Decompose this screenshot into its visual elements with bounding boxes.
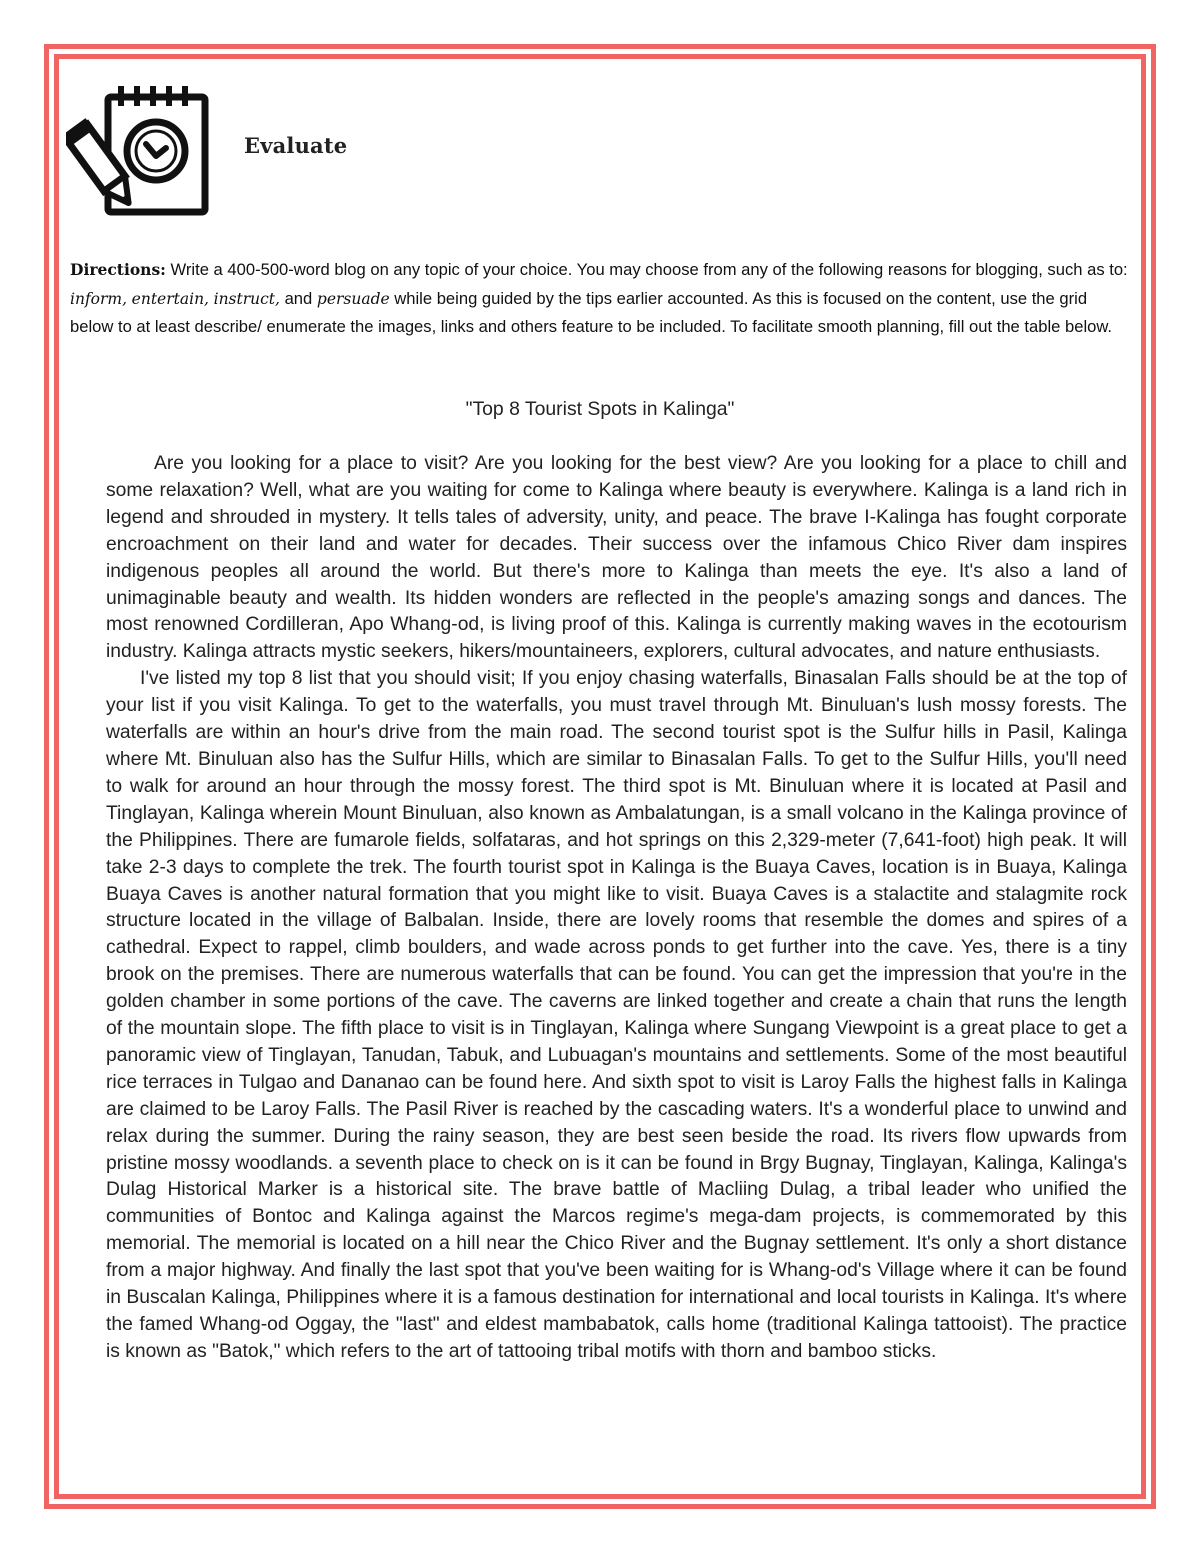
directions-text-3: while being guided by the tips earlier accounted. As this is focused on the content, use the grid below to at least describe/ enumerate the images, links and others feature to be included. To facilitate smooth planning, fill out the table below. (70, 288, 1113, 336)
reason-persuade: persuade (316, 289, 390, 308)
section-heading: Evaluate (244, 133, 348, 158)
blog-paragraph-2: I've listed my top 8 list that you should visit; If you enjoy chasing waterfalls, Binasalan Falls should be at the top of your list if you visit Kalinga. To get to the waterfalls, you must travel through Mt. Binuluan's lush mossy forests. The waterfalls are within an hour's drive from the main road. The second tourist spot is the Sulfur hills in Pasil, Kalinga where Mt. Binuluan also has the Sulfur Hills, which are similar to Binasalan Falls. To get to the Sulfur Hills, you'll need to walk for around an hour through the mossy forest. The third spot is Mt. Binuluan where it is located at Pasil and Tinglayan, Kalinga wherein Mount Binuluan, also known as Ambalatungan, is a small volcano in the Kalinga province of the Philippines. There are fumarole fields, solfataras, and hot springs on this 2,329-meter (7,641-foot) high peak. It will take 2-3 days to complete the trek. The fourth tourist spot in Kalinga is the Buaya Caves, location is in Buaya, Kalinga Buaya Caves is another natural formation that you might like to visit. Buaya Caves is a stalactite and stalagmite rock structure located in the village of Balbalan. Inside, there are lovely rooms that resemble the domes and spires of a cathedral. Expect to rappel, climb boulders, and wade across ponds to get further into the cave. Yes, there is a tiny brook on the premises. There are numerous waterfalls that can be found. You can get the impression that you're in the golden chamber in some portions of the cave. The caverns are linked together and create a chain that runs the length of the mountain slope. The fifth place to visit is in Tinglayan, Kalinga where Sungang Viewpoint is a great place to get a panoramic view of Tinglayan, Tanudan, Tabuk, and Lubuagan's mountains and settlements. Some of the most beautiful rice terraces in Tulgao and Dananao can be found here. And sixth spot to visit is Laroy Falls the highest falls in Kalinga are claimed to be Laroy Falls. The Pasil River is reached by the cascading waters. It's a wonderful place to unwind and relax during the summer. During the rainy season, they are best seen beside the road. Its rivers flow upwards from pristine mossy woodlands. a seventh place to check on is it can be found in Brgy Bugnay, Tinglayan, Kalinga, Kalinga's Dulag Historical Marker is a historical site. The brave battle of Macliing Dulag, a tribal leader who unified the communities of Bontoc and Kalinga against the Marcos regime's mega-dam projects, is commemorated by this memorial. The memorial is located on a hill near the Chico River and the Bugnay settlement. It's only a short distance from a major highway. And finally the last spot that you've been waiting for is Whang-od's Village where it can be found in Buscalan Kalinga, Philippines where it is a famous destination for international and local tourists in Kalinga. It's where the famed Whang-od Oggay, the "last" and eldest mambabatok, calls home (traditional Kalinga tattooist). The practice is known as "Batok," which refers to the art of tattooing tribal motifs with thorn and bamboo sticks. (106, 668, 1127, 1362)
directions-label: Directions: (70, 260, 166, 279)
directions-text-1: Write a 400-500-word blog on any topic of your choice. You may choose from any of the following reasons for blogging, such as to: (165, 260, 1128, 279)
reason-instruct: instruct, (213, 289, 280, 308)
notepad-pencil-clock-icon (66, 84, 212, 218)
directions-text-2: and (279, 288, 317, 308)
reason-inform: inform, (70, 289, 128, 308)
blog-title: "Top 8 Tourist Spots in Kalinga" (465, 398, 735, 420)
reason-entertain: entertain, (131, 289, 209, 308)
directions-paragraph (70, 256, 1130, 342)
blog-paragraph-1: Are you looking for a place to visit? Are you looking for the best view? Are you looking for a place to chill and some relaxation? Well, what are you waiting for come to Kalinga where beauty is everywhere. Kalinga is a land rich in legend and shrouded in mystery. It tells tales of adversity, unity, and peace. The brave I-Kalinga has fought corporate encroachment on their land and water for decades. Their success over the infamous Chico River dam inspires indigenous peoples all around the world. But there's more to Kalinga than meets the eye. It's also a land of unimaginable beauty and wealth. Its hidden wonders are reflected in the people's amazing songs and dances. The most renowned Cordilleran, Apo Whang-od, is living proof of this. Kalinga is currently making waves in the ecotourism industry. Kalinga attracts mystic seekers, hikers/mountaineers, explorers, cultural advocates, and nature enthusiasts. (106, 453, 1127, 663)
blog-body (106, 451, 1127, 1366)
